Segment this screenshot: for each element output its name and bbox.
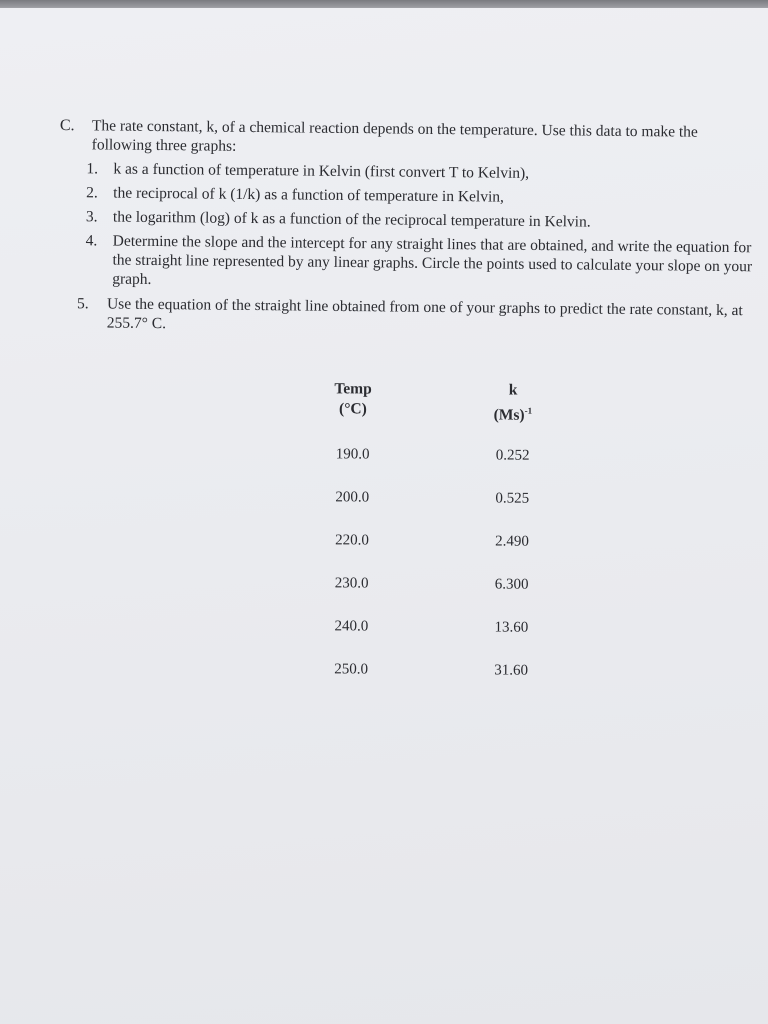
temp-cell: 250.0 [334, 661, 369, 678]
temp-header-title: Temp [334, 380, 372, 398]
question-item-1 [86, 159, 759, 185]
temp-cell: 190.0 [335, 446, 370, 463]
temp-cell: 220.0 [335, 532, 369, 549]
table-row [311, 661, 551, 706]
item-number: 5. [76, 295, 89, 313]
table-row [312, 446, 552, 491]
k-cell: 0.525 [495, 490, 530, 507]
item-text: Determine the slope and the intercept for any straight lines that are obtained, and write the equation for the straight line represented by any linear graphs. Circle the points used to calculate your slope on your graph. [112, 232, 753, 288]
question-item-4 [85, 231, 759, 295]
k-cell: 6.300 [494, 576, 529, 593]
k-header-title: k [508, 381, 518, 399]
k-header-unit: (Ms) [493, 406, 525, 424]
temp-cell: 240.0 [334, 618, 369, 635]
temp-cell: 230.0 [334, 575, 369, 592]
question-intro [60, 116, 760, 161]
item-number: 1. [86, 160, 99, 178]
table-row [311, 575, 551, 620]
k-cell: 13.60 [494, 619, 529, 636]
item-text: the logarithm (log) of k as a function of the reciprocal temperature in Kelvin. [112, 208, 591, 231]
temp-header [313, 379, 393, 425]
table-header [313, 379, 553, 426]
question-item-3 [86, 207, 759, 233]
question-items [76, 159, 760, 339]
question-item-5 [77, 294, 758, 339]
k-header-unit-exponent: -1 [524, 405, 533, 416]
k-header [473, 380, 553, 426]
question-item-2 [86, 183, 759, 209]
data-table [311, 379, 553, 706]
k-cell: 2.490 [495, 533, 529, 550]
table-body [311, 446, 553, 706]
k-cell: 31.60 [494, 662, 529, 679]
item-number: 2. [86, 184, 98, 202]
question-block [58, 116, 760, 339]
paper-sheet [0, 8, 768, 1024]
table-row [311, 618, 551, 663]
question-label: C. [59, 116, 75, 135]
table-row [312, 489, 552, 534]
k-header-unit-line [473, 400, 553, 426]
item-text: k as a function of temperature in Kelvin (first convert T to Kelvin), [113, 160, 530, 182]
item-number: 4. [85, 232, 98, 250]
temp-header-unit: (°C) [339, 400, 367, 418]
k-cell: 0.252 [495, 447, 530, 464]
item-text: the reciprocal of k (1/k) as a function of temperature in Kelvin, [113, 184, 505, 206]
item-text: Use the equation of the straight line obtained from one of your graphs to predict the rate constant, k, at 255.7° C. [106, 295, 743, 333]
question-intro-text: The rate constant, k, of a chemical reaction depends on the temperature. Use this data to make the following three graphs: [91, 117, 698, 155]
table-row [312, 532, 552, 577]
temp-cell: 200.0 [335, 489, 370, 506]
item-number: 3. [85, 208, 98, 226]
